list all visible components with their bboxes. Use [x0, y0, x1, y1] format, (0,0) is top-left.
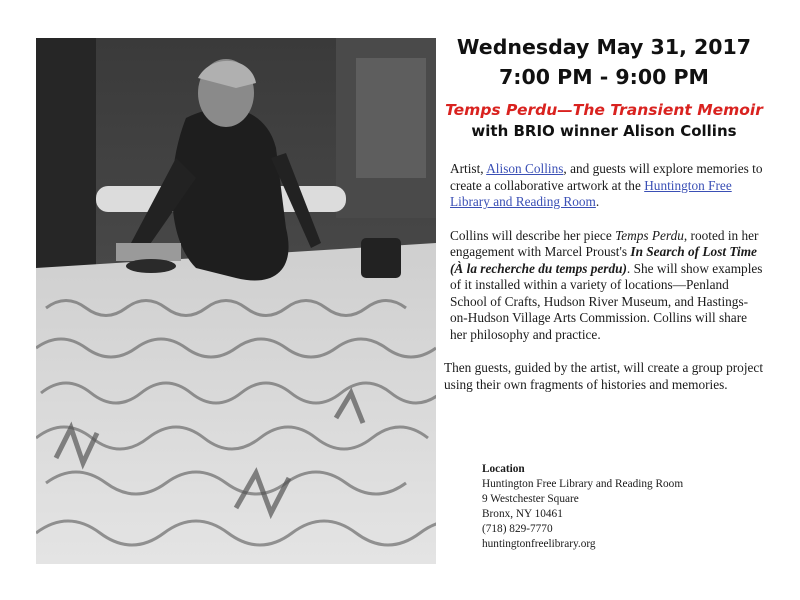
event-subtitle: with BRIO winner Alison Collins: [471, 122, 737, 140]
paper-surface: [36, 243, 436, 564]
location-street: 9 Westchester Square: [482, 493, 579, 505]
intro-mid: , and guests will explore memories to create a collaborative artwork at the: [450, 161, 763, 193]
book-title: In Search of Lost Time (À la recherche du temps perdu): [450, 244, 757, 276]
location-name: Huntington Free Library and Reading Room: [482, 478, 684, 490]
desc-part-c: . She will show examples of it installed within a variety of locations—Penland School of Crafts, Hudson River Museum, and Hastings-on-Hudson Village Arts Commission. Collins will share her philosophy and practice.: [450, 260, 763, 342]
intro-paragraph: [444, 161, 764, 211]
intro-end: .: [595, 194, 600, 209]
artist-photo: [36, 38, 436, 564]
description-paragraph: [444, 228, 764, 344]
activity-paragraph: Then guests, guided by the artist, will create a group project using their own fragments of histories and memories.: [444, 360, 764, 392]
event-time: 7:00 PM - 9:00 PM: [499, 65, 709, 89]
location-heading: Location: [482, 463, 525, 475]
location-phone: (718) 829-7770: [482, 523, 553, 535]
event-date: Wednesday May 31, 2017: [456, 35, 752, 59]
event-title: Temps Perdu—The Transient Memoir: [445, 101, 763, 119]
work-title: Temps Perdu: [615, 227, 684, 243]
library-link[interactable]: Huntington Free Library and Reading Room: [450, 177, 732, 209]
location-city: Bronx, NY 10461: [482, 508, 563, 520]
location-block: [482, 462, 683, 552]
desc-part-a: Collins will describe her piece: [450, 227, 616, 243]
intro-lead: Artist,: [450, 161, 487, 176]
event-details: [444, 32, 764, 393]
desc-part-b: , rooted in her engagement with Marcel Proust's: [450, 227, 759, 259]
location-website: huntingtonfreelibrary.org: [482, 538, 596, 550]
artist-link[interactable]: Alison Collins: [486, 161, 564, 176]
